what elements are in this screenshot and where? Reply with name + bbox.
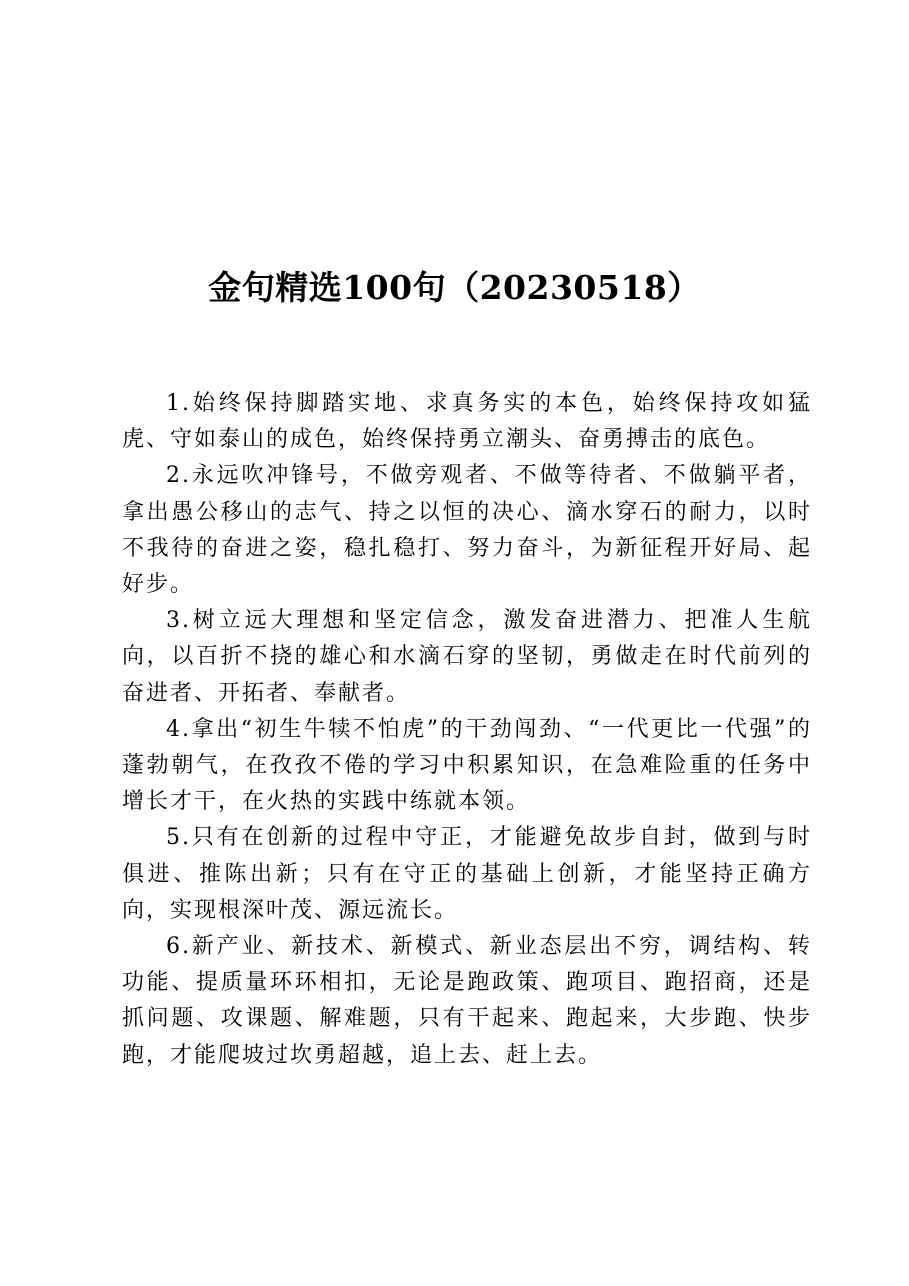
paragraph-5: 5.只有在创新的过程中守正，才能避免故步自封，做到与时俱进、推陈出新；只有在守正的基础上创新，才能坚持正确方向，实现根深叶茂、源远流长。: [122, 825, 812, 923]
paragraph-1: 1.始终保持脚踏实地、求真务实的本色，始终保持攻如猛虎、守如泰山的成色，始终保持勇立潮头、奋勇搏击的底色。: [122, 391, 812, 453]
paragraph-2: 2.永远吹冲锋号，不做旁观者、不做等待者、不做躺平者，拿出愚公移山的志气、持之以恒的决心、滴水穿石的耐力，以时不我待的奋进之姿，稳扎稳打、努力奋斗，为新征程开好局、起好步。: [122, 463, 812, 598]
paragraph-4: 4.拿出“初生牛犊不怕虎”的干劲闯劲、“一代更比一代强”的蓬勃朝气，在孜孜不倦的学习中积累知识，在急难险重的任务中增长才干，在火热的实践中练就本领。: [122, 716, 812, 815]
paragraph-3: 3.树立远大理想和坚定信念，激发奋进潜力、把准人生航向，以百折不挠的雄心和水滴石穿的坚韧，勇做走在时代前列的奋进者、开拓者、奉献者。: [122, 608, 812, 706]
document-title: 金句精选100句（20230518）: [208, 268, 701, 307]
document-body: [122, 386, 812, 1074]
paragraph-6: 6.新产业、新技术、新模式、新业态层出不穷，调结构、转功能、提质量环环相扣，无论是跑政策、跑项目、跑招商，还是抓问题、攻课题、解难题，只有干起来、跑起来，大步跑、快步跑，才能爬坡过坎勇超越，追上去、赶上去。: [122, 934, 812, 1068]
